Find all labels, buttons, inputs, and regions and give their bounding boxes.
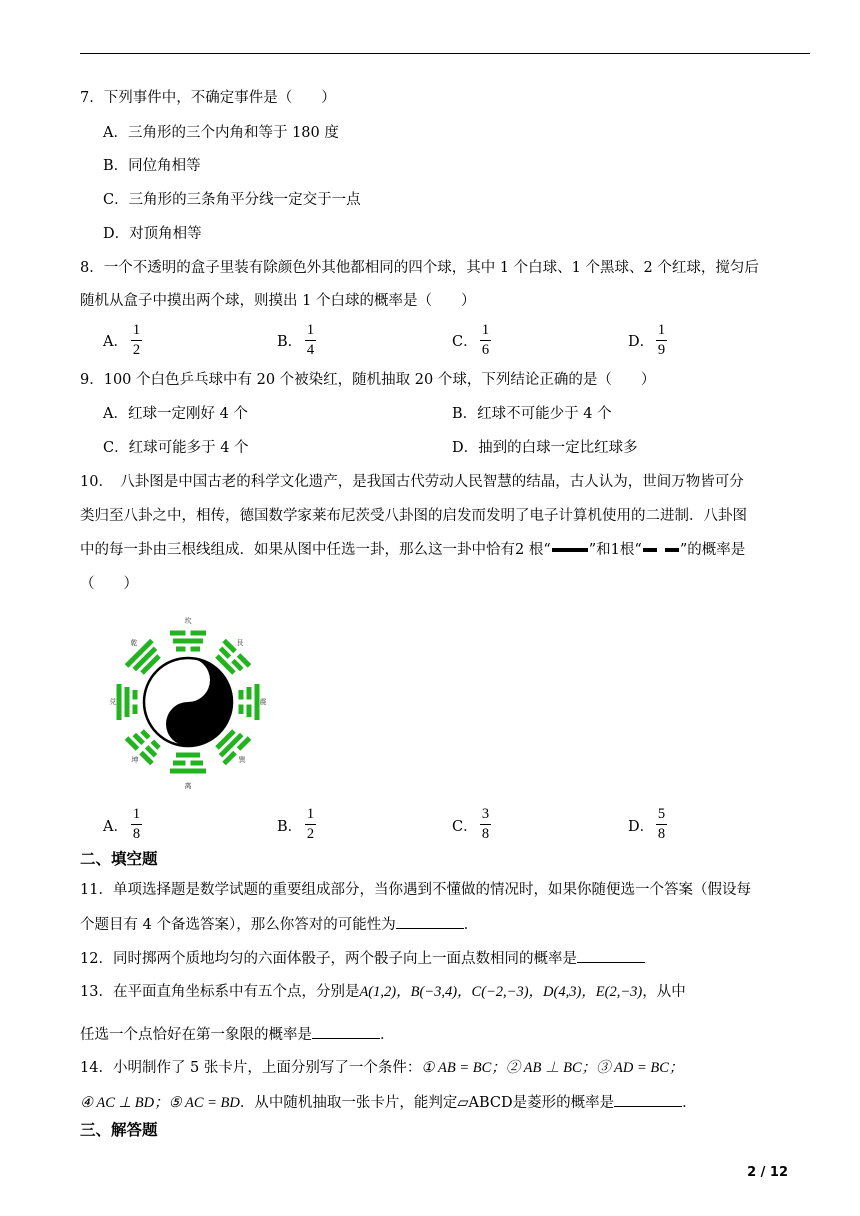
- q14-line1: [80, 1058, 683, 1078]
- numerator: 3: [481, 806, 490, 822]
- q14-conditions-1: ① AB = BC；② AB ⊥ BC；③ AD = BC；: [421, 1060, 684, 1076]
- q10-option-d-fraction: [656, 806, 667, 843]
- q7-option-d: D．对顶角相等: [103, 226, 202, 242]
- q10-option-b-fraction: [305, 806, 316, 843]
- header-rule: [80, 53, 810, 54]
- q10-line1: 10． 八卦图是中国古老的科学文化遗产，是我国古代劳动人民智慧的结晶，古人认为，世间万物皆可分: [80, 474, 744, 490]
- denominator: 8: [657, 826, 666, 842]
- numerator: 1: [132, 322, 141, 338]
- numerator: 1: [481, 322, 490, 338]
- trigram-label-kun: 坤: [131, 756, 139, 764]
- q8-option-c-label: C．: [452, 334, 478, 350]
- trigram-kan: [170, 631, 206, 652]
- q12-line1: [80, 948, 645, 969]
- numerator: 1: [306, 806, 315, 822]
- q8-line1: 8．一个不透明的盒子里装有除颜色外其他都相同的四个球，其中 1 个白球、1 个黑球、2 个红球，搅匀后: [80, 260, 759, 276]
- q14-line2-b: ．从中随机抽取一张卡片，能判定▱ABCD是菱形的概率是: [239, 1095, 615, 1111]
- bagua-figure: [108, 612, 274, 792]
- trigram-label-kan: 坎: [184, 617, 192, 625]
- q11-line2-text: 个题目有 4 个备选答案），那么你答对的可能性为: [80, 917, 396, 933]
- yang-line-icon: [552, 548, 588, 552]
- q8-option-d-fraction: [656, 322, 667, 359]
- trigram-label-zhen: 震: [259, 698, 267, 706]
- denominator: 2: [132, 342, 141, 358]
- q7-option-a: A．三角形的三个内角和等于 180 度: [103, 125, 339, 141]
- q10-line3: [80, 540, 745, 560]
- trigram-dui: [117, 684, 138, 720]
- q13-line1-a: 13．在平面直角坐标系中有五个点，分别是: [80, 984, 360, 1000]
- trigram-label-qian: 乾: [130, 639, 138, 647]
- numerator: 1: [132, 806, 141, 822]
- q11-line1: 11．单项选择题是数学试题的重要组成部分，当你遇到不懂做的情况时，如果你随便选一个答案（假设每: [80, 882, 751, 898]
- q13-line2-end: ．: [380, 1027, 395, 1043]
- denominator: 8: [481, 826, 490, 842]
- q9-option-b: B．红球不可能少于 4 个: [452, 406, 612, 422]
- yin-yang-icon: [144, 658, 232, 746]
- q13-line1: [80, 982, 686, 1002]
- trigram-label-dui: 兑: [109, 698, 117, 706]
- q14-line2-end: ．: [682, 1095, 697, 1111]
- q10-line3-a: 中的每一卦由三根线组成．如果从图中任选一卦，那么这一卦中恰有2 根“: [80, 542, 551, 558]
- q8-option-d-label: D．: [628, 334, 655, 350]
- q10-option-b-label: B．: [277, 819, 303, 835]
- q13-line2: [80, 1024, 395, 1045]
- q10-option-c-label: C．: [452, 819, 478, 835]
- denominator: 4: [306, 342, 315, 358]
- q11-line2: [80, 914, 478, 935]
- q10-option-d-label: D．: [628, 819, 655, 835]
- trigram-zhen: [239, 684, 260, 720]
- section-fill-in-title: 二、填空题: [80, 850, 158, 868]
- q8-option-a-label: A．: [103, 334, 128, 350]
- page-number: 2 / 12: [747, 1165, 788, 1180]
- q13-points: A(1,2)，B(−3,4)，C(−2,−3)，D(4,3)，E(2,−3): [359, 984, 643, 1000]
- trigram-label-li: 离: [184, 782, 192, 790]
- q14-line2: [80, 1092, 697, 1113]
- section-answer-title: 三、解答题: [80, 1121, 158, 1139]
- answer-blank: [614, 1092, 682, 1107]
- q9-option-a: A．红球一定刚好 4 个: [103, 406, 248, 422]
- q8-option-a-fraction: [131, 322, 142, 359]
- q7-option-b: B．同位角相等: [103, 158, 201, 174]
- trigram-label-gen: 艮: [236, 639, 244, 647]
- q10-line2: 类归至八卦之中，相传，德国数学家莱布尼茨受八卦图的启发而发明了电子计算机使用的二进制．八卦图: [80, 508, 747, 524]
- q8-option-c-fraction: [480, 322, 491, 359]
- answer-blank: [312, 1024, 380, 1039]
- q7-option-c: C．三角形的三条角平分线一定交于一点: [103, 192, 361, 208]
- q9-option-d: D．抽到的白球一定比红球多: [452, 440, 638, 456]
- denominator: 6: [481, 342, 490, 358]
- q8-option-b-label: B．: [277, 334, 303, 350]
- q14-line1-a: 14．小明制作了 5 张卡片，上面分别写了一个条件：: [80, 1060, 422, 1076]
- answer-blank: [396, 914, 464, 929]
- q10-option-a-fraction: [131, 806, 142, 843]
- numerator: 5: [657, 806, 666, 822]
- q14-conditions-2: ④ AC ⊥ BD；⑤ AC = BD: [80, 1095, 240, 1111]
- trigram-label-xun: 巽: [238, 756, 246, 764]
- answer-blank: [577, 948, 645, 963]
- trigram-li: [170, 753, 206, 774]
- q13-line1-b: ，从中: [642, 984, 686, 1000]
- q11-line2-end: ．: [463, 917, 479, 933]
- denominator: 2: [306, 826, 315, 842]
- q8-option-b-fraction: [305, 322, 316, 359]
- q10-option-a-label: A．: [103, 819, 128, 835]
- numerator: 1: [657, 322, 666, 338]
- q9-stem: 9．100 个白色乒乓球中有 20 个被染红，随机抽取 20 个球，下列结论正确的是（ ）: [80, 372, 656, 388]
- denominator: 8: [132, 826, 141, 842]
- numerator: 1: [306, 322, 315, 338]
- q9-option-c: C．红球可能多于 4 个: [103, 440, 249, 456]
- q10-line3-b: ”和1根“: [588, 542, 642, 558]
- q10-line3-c: ”的概率是: [679, 542, 746, 558]
- q12-line1-text: 12．同时掷两个质地均匀的六面体骰子，两个骰子向上一面点数相同的概率是: [80, 951, 577, 967]
- q13-line2-text: 任选一个点恰好在第一象限的概率是: [80, 1027, 312, 1043]
- q8-line2: 随机从盒子中摸出两个球，则摸出 1 个白球的概率是（ ）: [80, 293, 476, 309]
- q10-line4: （ ）: [80, 576, 138, 592]
- q10-option-c-fraction: [480, 806, 491, 843]
- q7-stem: 7．下列事件中，不确定事件是（ ）: [80, 90, 336, 106]
- denominator: 9: [657, 342, 666, 358]
- yin-line-icon: [643, 548, 679, 552]
